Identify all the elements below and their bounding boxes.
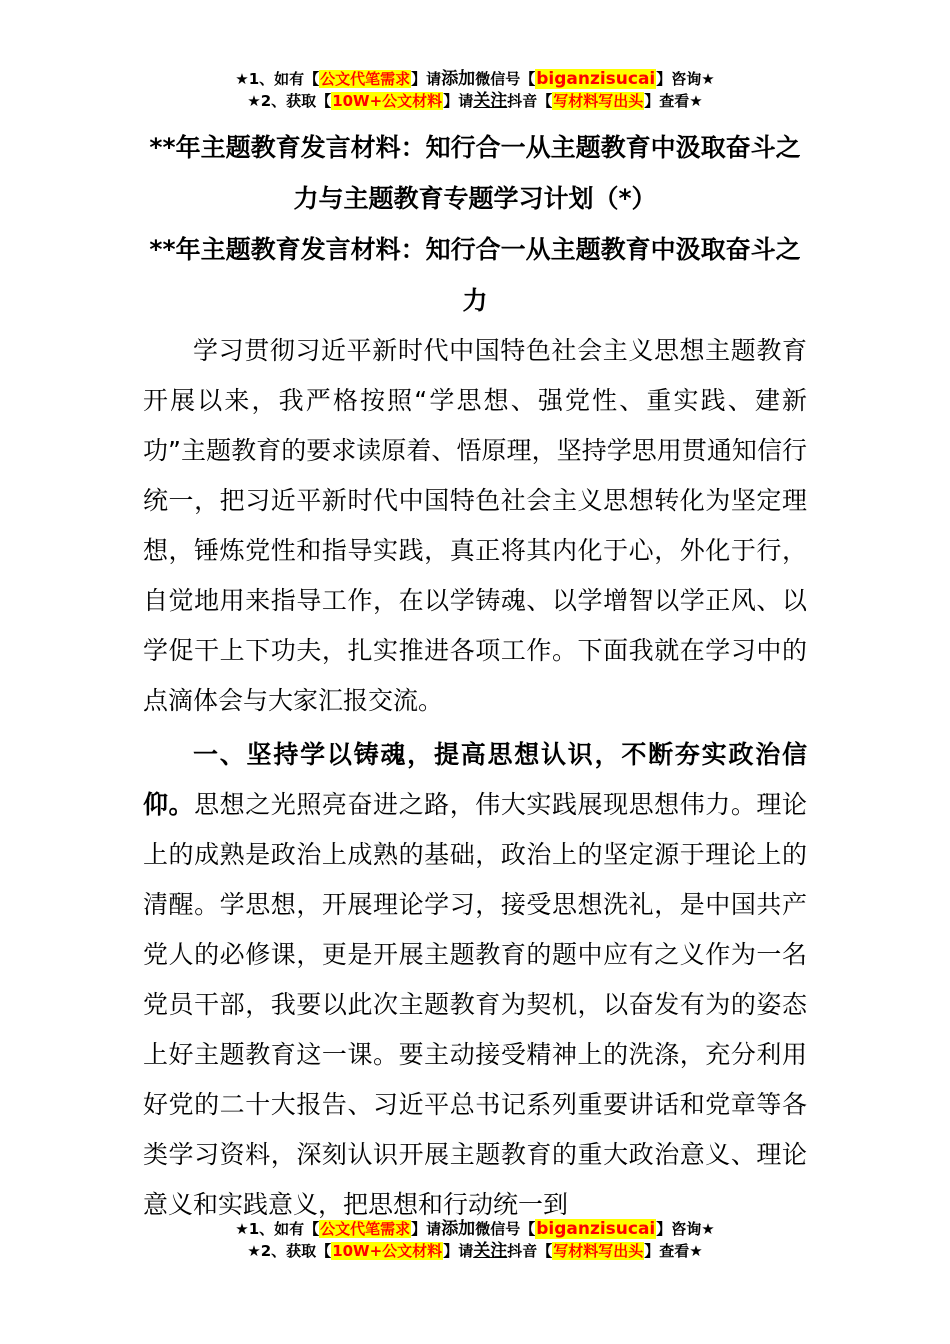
header-banner	[0, 68, 950, 112]
document-body	[143, 122, 807, 1230]
banner-text: 】查看	[644, 92, 690, 110]
star-icon: ★	[235, 70, 249, 88]
star-icon: ★	[689, 1242, 703, 1260]
banner-text: 】请	[411, 1220, 442, 1238]
section-1-body: 思想之光照亮奋进之路，伟大实践展现思想伟力。理论上的成熟是政治上成熟的基础，政治上的坚定源于理论上的清醒。学思想，开展理论学习，接受思想洗礼，是中国共产党人的必修课，更是开展主题教育的题中应有之义作为一名党员干部，我要以此次主题教育为契机，以奋发有为的姿态上好主题教育这一课。要主动接受精神上的洗涤，充分利用好党的二十大报告、习近平总书记系列重要讲话和党章等各类学习资料，深刻认识开展主题教育的重大政治意义、理论意义和实践意义，把思想和行动统一到	[143, 790, 807, 1219]
star-icon: ★	[701, 1220, 715, 1238]
highlight-service: 公文代笔需求	[320, 1220, 411, 1238]
banner-line-2	[0, 1240, 950, 1262]
banner-text: 】请	[411, 70, 442, 88]
highlight-douyin-account: 写材料写出头	[553, 92, 644, 110]
banner-text: 】查看	[644, 1242, 690, 1260]
section-1-heading: 一、坚持学以铸魂，提高思想认识，不断夯实政治信仰。	[143, 740, 807, 819]
highlight-service: 公文代笔需求	[320, 70, 411, 88]
star-icon: ★	[247, 1242, 261, 1260]
highlight-materials: 10W+公文材料	[332, 1242, 443, 1260]
banner-text: 微信号【	[475, 70, 536, 88]
banner-line-1	[0, 68, 950, 90]
paragraph-intro: 学习贯彻习近平新时代中国特色社会主义思想主题教育开展以来，我严格按照“学思想、强党性、重实践、建新功”主题教育的要求读原着、悟原理，坚持学思用贯通知信行统一，把习近平新时代中国特色社会主义思想转化为坚定理想，锤炼党性和指导实践，真正将其内化于心，外化于行，自觉地用来指导工作，在以学铸魂、以学增智以学正风、以学促干上下功夫，扎实推进各项工作。下面我就在学习中的点滴体会与大家汇报交流。	[143, 336, 807, 715]
banner-text: 2、获取【	[260, 92, 332, 110]
banner-text: 微信号【	[475, 1220, 536, 1238]
document-main-title: **年主题教育发言材料：知行合一从主题教育中汲取奋斗之力与主题教育专题学习计划（*）	[149, 133, 801, 213]
banner-text: 1、如有【	[248, 1220, 320, 1238]
banner-emphasis: 关注	[473, 91, 508, 111]
paragraph-section-1	[143, 730, 807, 1230]
banner-emphasis: 添加	[441, 69, 476, 89]
banner-line-2	[0, 90, 950, 112]
banner-emphasis: 关注	[473, 1241, 508, 1261]
banner-text: 抖音【	[507, 92, 553, 110]
banner-emphasis: 添加	[441, 1219, 476, 1239]
star-icon: ★	[247, 92, 261, 110]
banner-text: 抖音【	[507, 1242, 553, 1260]
star-icon: ★	[235, 1220, 249, 1238]
banner-text: 1、如有【	[248, 70, 320, 88]
banner-text: 】咨询	[656, 70, 702, 88]
document-sub-title: **年主题教育发言材料：知行合一从主题教育中汲取奋斗之力	[149, 235, 801, 315]
star-icon: ★	[701, 70, 715, 88]
footer-banner	[0, 1218, 950, 1262]
highlight-douyin-account: 写材料写出头	[553, 1242, 644, 1260]
highlight-materials: 10W+公文材料	[332, 92, 443, 110]
highlight-wechat-id: biganzisucai	[536, 1219, 656, 1239]
banner-text: 】请	[443, 92, 474, 110]
banner-text: 2、获取【	[260, 1242, 332, 1260]
banner-line-1	[0, 1218, 950, 1240]
star-icon: ★	[689, 92, 703, 110]
banner-text: 】请	[443, 1242, 474, 1260]
banner-text: 】咨询	[656, 1220, 702, 1238]
highlight-wechat-id: biganzisucai	[536, 69, 656, 89]
